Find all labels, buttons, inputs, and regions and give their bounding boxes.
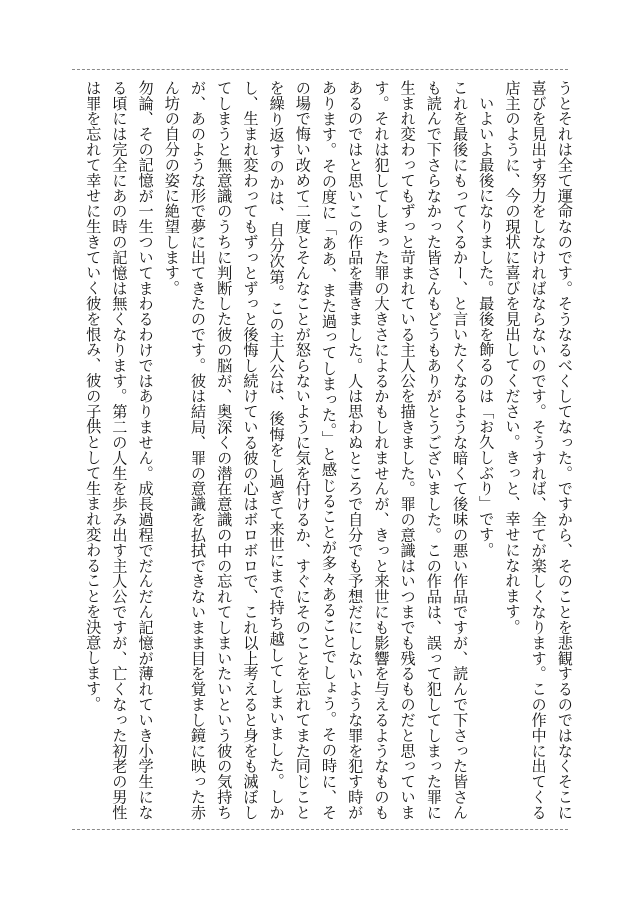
top-dashed-rule — [72, 69, 568, 70]
paragraph-last-story-intro: いよいよ最後になりました。最後を飾るのは「お久しぶり」です。 — [477, 95, 496, 558]
paragraph-story-commentary: これを最後にもってくるかー、と言いたくなるような暗くて後味の悪い作品ですが、読んで下さった皆さんも読んで下さらなかった皆さんもどうもありがとうございました。この作品は、誤って犯してしまった罪に生まれ変わってもずっと苛まれている主人公を描きました。罪の意識はいつまでも残るものだと思っています。それは犯してしまった罪の大きさによるかもしれませんが、きっと来世にも影響を与えるようなものもあるのではと思いこの作品を書きました。人は思わぬところで自分でも予想だにしないような罪を犯す時があります。その度に「ああ、また過ってしまった。」と感じることが多々あることでしょう。その時に、その場で悔い改めて二度とそんなことが怒らないように気を付けるか、すぐにそのことを忘れてまた同じことを繰り返すのかは、自分次第。この主人公は、後悔をし過ぎて来世にまで持ち越してしまいました。しかし、生まれ変わってもずっとずっと後悔し続けている彼の心はボロボロで、これ以上考えると身をも滅ぼしてしまうと無意識のうちに判断した彼の脳が、奥深くの潜在意識の中の忘れてしまいたいという彼の気持ちが、あのような形で夢に出てきたのです。彼は結局、罪の意識を払拭できないまま目を覚まし鏡に映った赤ん坊の自分の姿に絶望します。 — [162, 80, 470, 820]
paragraph-fate: うとそれは全て運命なのです。そうなるべくしてなった。ですから、そのことを悲観するのではなくそこに喜びを見出す努力をしなければならないのです。そうすれば、全てが楽しくなります。この作中に出てくる店主のように、今の現状に喜びを見出してください。きっと、幸せになれます。 — [503, 80, 574, 820]
page-text-frame — [80, 80, 574, 820]
bottom-dashed-rule — [72, 829, 568, 830]
paragraph-memory-fades: 勿論、その記憶が一生ついてまわるわけではありません。成長過程でだんだん記憶が薄れていき小学生になる頃には完全にあの時の記憶は無くなります。第二の人生を歩み出す主人公ですが、亡くなった初老の男性は罪を忘れて幸せに生きていく彼を恨み、彼の子供として生まれ変わることを決意します。 — [84, 80, 155, 820]
vertical-body-text — [80, 80, 578, 820]
